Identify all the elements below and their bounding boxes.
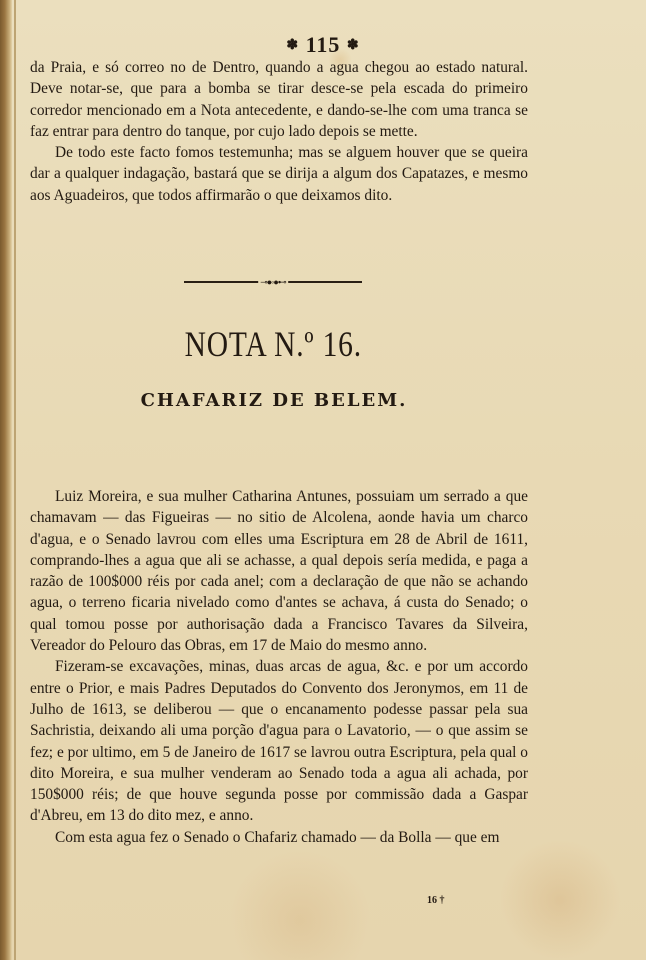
page-number: 115 — [305, 32, 341, 57]
note-subtitle: CHAFARIZ DE BELEM. — [140, 390, 408, 411]
paragraph: da Praia, e só correo no de Dentro, quando a agua chegou ao estado natural. Deve notar-se, que para a bomba se tirar desce-se pela escada do primeiro corredor mencionado em a Nota antecedente, e dando-se-lhe com uma tranca se faz entrar para dentro do tanque, por cujo lado depois se mette. — [30, 59, 528, 140]
previous-note-continuation — [30, 57, 528, 206]
paragraph: De todo este facto fomos testemunha; mas se alguem houver que se queira dar a qualquer indagação, bastará que se dirija a algum dos Capatazes, e mesmo aos Aguadeiros, que todos affirmarão o que deixamos dito. — [30, 144, 528, 204]
section-divider — [184, 278, 362, 286]
paragraph: Com esta agua fez o Senado o Chafariz chamado — da Bolla — que em — [55, 828, 500, 846]
note-body — [30, 486, 528, 848]
signature-mark: 16 † — [427, 895, 445, 906]
paragraph: Fizeram-se excavações, minas, duas arcas de agua, &c. e por um accordo entre o Prior, e mais Padres Deputados do Convento dos Jeronymos, em 11 de Julho de 1613, se deliberou — que o encanamento podesse passar pela sua Sachristia, deixando ali uma porção d'agua para o Lavatorio, — o que assim se fez; e por ultimo, em 5 de Janeiro de 1617 se lavrou outra Escriptura, pela qual o dito Moreira, e sua mulher venderam ao Senado toda a agua ali achada, por 150$000 réis; de que houve segunda posse por commissão dada a Gaspar d'Abreu, em 13 do dito mez, e anno. — [30, 658, 528, 825]
ornament-left-icon: ✽ — [286, 38, 300, 53]
gutter-line — [14, 0, 16, 960]
note-title: NOTA N.º 16. — [184, 324, 362, 364]
ornament-right-icon: ✽ — [346, 38, 360, 53]
page-number-header — [0, 32, 646, 58]
book-spine-shadow — [0, 0, 12, 960]
divider-ornament-icon: ⊸●◦●⊷ — [260, 277, 286, 287]
paragraph: Luiz Moreira, e sua mulher Catharina Antunes, possuiam um serrado a que chamavam — das Figueiras — no sitio de Alcolena, aonde havia um charco d'agua, e o Senado lavrou com elles uma Escriptura em 28 de Abril de 1611, comprando-lhes a agua que ali se achasse, a qual depois sería medida, e paga a razão de 100$000 réis por cada anel; com a declaração de que não se achando agua, o terreno ficaria nivelado como d'antes se achava, á custa do Senado; o qual tomou posse por authorisação dada a Francisco Tavares da Silveira, Vereador do Pelouro das Obras, em 17 de Maio do mesmo anno. — [30, 488, 528, 655]
